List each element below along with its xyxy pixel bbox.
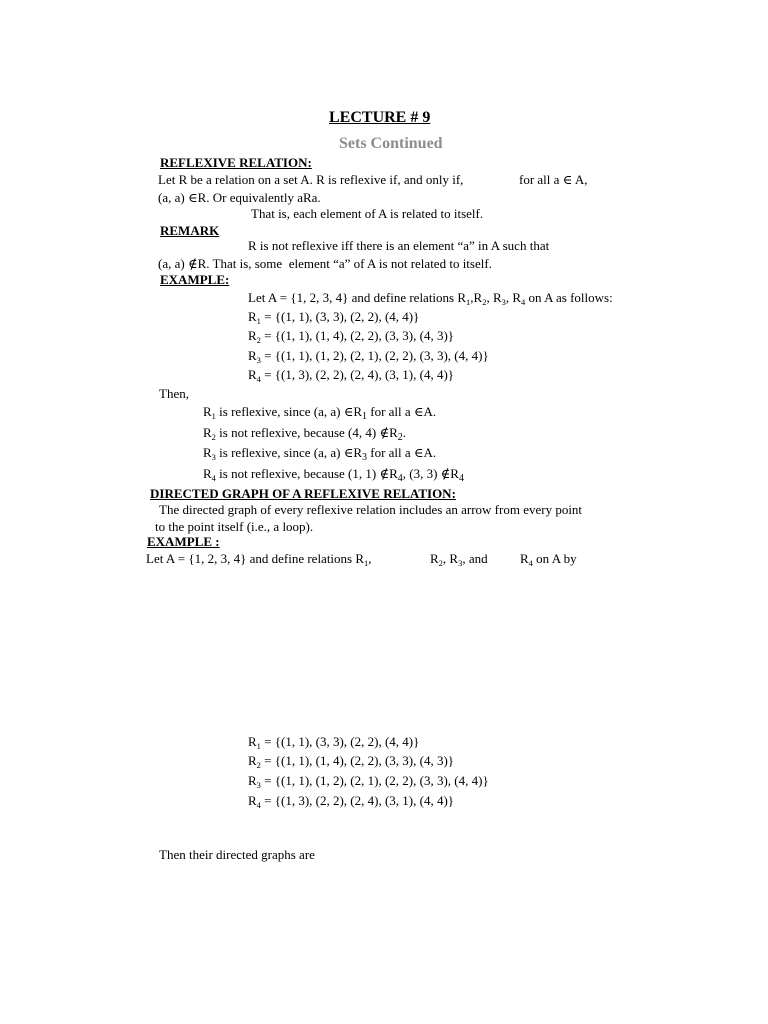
remark-line-2: (a, a) ∉R. That is, some element “a” of A is not related to itself. (158, 256, 492, 271)
directed-graph-heading: DIRECTED GRAPH OF A REFLEXIVE RELATION: (150, 486, 456, 501)
reflexive-relation-heading: REFLEXIVE RELATION: (160, 155, 312, 170)
relation-r2-repeat: $R_2 = \{(1$, 1), (1, 4), (2, 2), (3, 3), (4, 3)} (248, 753, 455, 770)
definition-line-3: That is, each element of A is related to itself. (251, 206, 484, 221)
closing-line: Then their directed graphs are (159, 847, 315, 862)
lecture-subtitle: Sets Continued (339, 135, 443, 152)
example-1-heading: EXAMPLE: (160, 272, 230, 287)
example-2-heading: EXAMPLE : (147, 534, 220, 549)
directed-graph-line-2: to the point itself (i.e., a loop). (155, 519, 314, 534)
conclusion-r1: $R_1$ is reflexive, since (a, a) $\in R_1$ for all a ∈A. (203, 404, 437, 422)
example-2-intro-middle: $R_2$, $R_3$, and (430, 551, 488, 568)
remark-line-1: R is not reflexive iff there is an element “a” in A such that (248, 238, 550, 253)
definition-line-2: (a, a) ∈R. Or equivalently aRa. (158, 190, 321, 205)
relation-r1-repeat: $R_1 = \{(1$, 1), (3, 3), (2, 2), (4, 4)} (248, 734, 420, 751)
relation-r2: $R_2 = \{(1$, 1), (1, 4), (2, 2), (3, 3), (4, 3)} (248, 328, 455, 345)
relation-r1: $R_1 = \{(1$, 1), (3, 3), (2, 2), (4, 4)} (248, 309, 420, 326)
relation-r4-repeat: $R_4 = \{(1$, 3), (2, 2), (2, 4), (3, 1), (4, 4)} (248, 793, 455, 810)
directed-graph-line-1: The directed graph of every reflexive relation includes an arrow from every point (159, 502, 583, 517)
example-2-intro-end: $R_4$ on A by (520, 551, 577, 568)
conclusion-r2: $R_2$ is not reflexive, because (4, 4) $\notin R_2$. (203, 425, 406, 443)
then-label: Then, (159, 386, 189, 401)
example-2-intro: Let A = {1, 2, 3, 4} and define relations $R_1$, (146, 551, 372, 568)
lecture-title: LECTURE # 9 (329, 109, 431, 126)
remark-heading: REMARK (160, 223, 220, 238)
example-1-intro: Let A = {1, 2, 3, 4} and define relations $R_1,R_2$, $R_3$, $R_4$ on A as follows: (248, 290, 613, 307)
definition-line-1-quantifier: for all a ∈ A, (519, 172, 588, 187)
relation-r3: $R_3 = \{(1$, 1), (1, 2), (2, 1), (2, 2), (3, 3), (4, 4)} (248, 348, 489, 365)
conclusion-r4: $R_4$ is not reflexive, because (1, 1) $\notin R_4$, (3, 3) $\notin R_4$ (203, 466, 464, 484)
conclusion-r3: $R_3$ is reflexive, since (a, a) $\in R_3$ for all a ∈A. (203, 445, 437, 463)
relation-r4: $R_4 = \{(1$, 3), (2, 2), (2, 4), (3, 1), (4, 4)} (248, 367, 455, 384)
definition-line-1: Let R be a relation on a set A. R is reflexive if, and only if, (158, 172, 464, 187)
relation-r3-repeat: $R_3 = \{(1$, 1), (1, 2), (2, 1), (2, 2), (3, 3), (4, 4)} (248, 773, 489, 790)
